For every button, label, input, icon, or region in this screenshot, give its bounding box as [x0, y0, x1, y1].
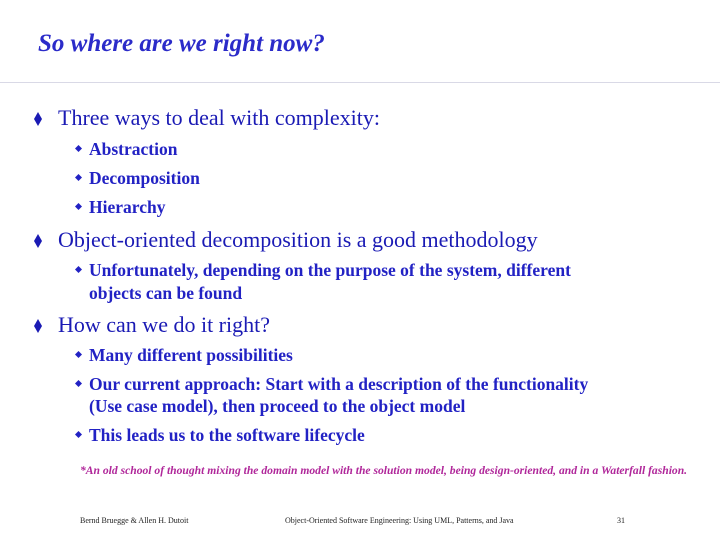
footnote: *An old school of thought mixing the domain model with the solution model, being design-oriented, and in a Waterfall fashion.	[80, 464, 688, 477]
sub-bullet-possibilities: Many different possibilities	[89, 345, 293, 365]
sub-bullet-icon	[75, 380, 82, 387]
bullet-do-it-right: How can we do it right?	[58, 312, 270, 337]
sub-bullet-abstraction: Abstraction	[89, 139, 178, 159]
page-number: 31	[617, 516, 625, 525]
sub-bullet-unfortunately-cont: objects can be found	[89, 283, 243, 303]
sub-bullet-decomposition: Decomposition	[89, 168, 200, 188]
sub-bullet-unfortunately: Unfortunately, depending on the purpose of the system, different	[89, 260, 571, 280]
title-divider	[0, 82, 720, 83]
sub-bullet-icon	[75, 174, 82, 181]
diamond-bullet-icon	[34, 319, 42, 333]
sub-bullet-hierarchy: Hierarchy	[89, 197, 166, 217]
sub-bullet-icon	[75, 203, 82, 210]
diamond-bullet-icon	[34, 234, 42, 248]
footer-authors: Bernd Bruegge & Allen H. Dutoit	[80, 516, 189, 525]
bullet-oo-decomposition: Object-oriented decomposition is a good methodology	[58, 227, 538, 252]
diamond-bullet-icon	[34, 112, 42, 126]
sub-bullet-icon	[75, 351, 82, 358]
sub-bullet-lifecycle: This leads us to the software lifecycle	[89, 425, 365, 445]
slide-title: So where are we right now?	[38, 30, 325, 57]
sub-bullet-approach-cont: (Use case model), then proceed to the object model	[89, 396, 466, 416]
bullet-complexity: Three ways to deal with complexity:	[58, 105, 380, 130]
footer-book-title: Object-Oriented Software Engineering: Using UML, Patterns, and Java	[285, 516, 514, 525]
sub-bullet-icon	[75, 145, 82, 152]
sub-bullet-icon	[75, 431, 82, 438]
sub-bullet-approach: Our current approach: Start with a description of the functionality	[89, 374, 589, 394]
sub-bullet-icon	[75, 266, 82, 273]
